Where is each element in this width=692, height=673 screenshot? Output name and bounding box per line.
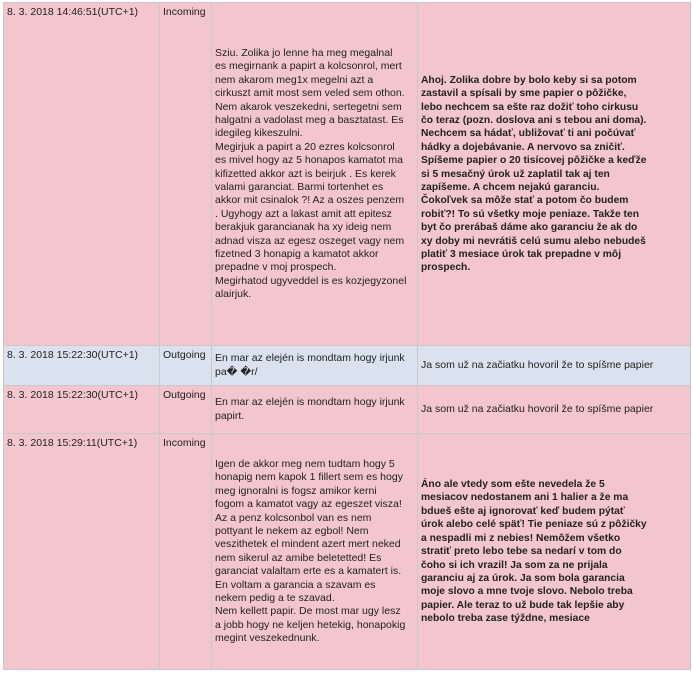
text-line: zastavil a spísali by sme papier o pôžičke, — [421, 88, 627, 100]
text-line: adnad visza az egesz oszeget vagy nem — [215, 234, 405, 247]
translation-cell — [418, 345, 691, 385]
text-line: pa� �r/ — [215, 365, 258, 378]
text-line: hádky a dojebávanie. A nervovo sa zničiť. — [421, 141, 625, 153]
timestamp-cell: 8. 3. 2018 14:46:51(UTC+1) — [4, 3, 160, 346]
text-line: megint veszekednunk. — [215, 632, 320, 645]
timestamp-cell: 8. 3. 2018 15:29:11(UTC+1) — [4, 433, 160, 669]
text-line: úrok alebo celé späť! Tie peniaze sú z pôžičky — [421, 519, 647, 531]
text-line: nebolo treba zase týždne, mesiace — [421, 613, 590, 625]
text-line: byt čo prerábaš dáme ako garanciu že ak do — [421, 222, 638, 234]
message-table — [3, 2, 691, 670]
text-line: Megirjuk a papirt a 20 ezres kolcsonrol — [215, 140, 395, 153]
text-line: moje slovo a mne tvoje slovo. Nebolo treba — [421, 586, 633, 598]
text-line: berakjuk garancianak ha xy ideig nem — [215, 221, 392, 234]
original-message-cell — [212, 345, 418, 385]
original-message-cell — [212, 385, 418, 433]
text-line: es megirnank a papirt a kolcsonrol, mert — [215, 60, 402, 73]
timestamp-cell: 8. 3. 2018 15:22:30(UTC+1) — [4, 345, 160, 385]
text-line: Nem akarok veszekedni, sertegetni sem — [215, 100, 402, 113]
translation-cell — [418, 433, 691, 669]
text-line: papier. Ale teraz to už bude tak lepšie aby — [421, 599, 625, 611]
text-line: robiť?! To sú všetky moje peniaze. Takže ten — [421, 208, 639, 220]
text-line: . Ugyhogy azt a lakast amit att epitesz — [215, 207, 392, 220]
text-line: lebo nechcem sa ešte raz dožiť toho cirkusu — [421, 101, 639, 113]
translation-cell — [418, 385, 691, 433]
table-row — [4, 433, 691, 669]
text-line: fogom a kamatot vagy az egeszet visza! — [215, 498, 402, 511]
direction-cell: Outgoing — [160, 345, 212, 385]
text-line: Spíšeme papier o 20 tisícovej pôžičke a keďže — [421, 155, 647, 167]
text-line: si 5 mesačný úrok už zaplatil tak aj ten — [421, 168, 610, 180]
text-line: a nespadli mi z nebies! Nemôžem všetko — [421, 532, 621, 544]
text-line: prospech. — [421, 262, 471, 274]
text-line: bdueš ešte aj ignorovať keď budem pýtať — [421, 505, 625, 517]
text-line: stratiť preto lebo tebe sa nedarí v tom do — [421, 546, 622, 558]
text-line: En mar az elején is mondtam hogy irjunk — [215, 352, 405, 365]
text-line: En mar az elején is mondtam hogy irjunk — [215, 396, 405, 409]
text-line: Megirhatod ugyveddel is es kozjegyzonel — [215, 274, 407, 287]
text-line: es mivel hogy az 5 honapos kamatot ma — [215, 154, 403, 167]
text-line: a jobb hogy ne keljen hetekig, honapokig — [215, 618, 406, 631]
text-line: meg ignoralni is fogsz amikor kerni — [215, 484, 377, 497]
text-line: papirt. — [215, 409, 245, 422]
text-line: mesiacov nedostanem ani 1 halier a že ma — [421, 492, 629, 504]
text-line: čo teraz (pozn. doslova ani s tebou ani doma). — [421, 114, 647, 126]
text-line: Nechcem sa hádať, ubližovať ti ani počúvať — [421, 128, 636, 140]
text-line: kifizetted akkor azt is beirjuk . Es kerek — [215, 167, 396, 180]
translation-cell — [418, 3, 691, 346]
text-line: alairjuk. — [215, 288, 252, 301]
text-line: Az a penz kolcsonbol van es nem — [215, 511, 372, 524]
text-line: akkor mit csinalok ?! Az a oszes penzem — [215, 194, 405, 207]
text-line: garanciu aj za úrok. Ja som bola garancia — [421, 572, 625, 584]
text-line: valami garanciat. Barmi tortenhet es — [215, 180, 384, 193]
text-line: čoho si ich vrazil! Ja som za ne prijala — [421, 559, 608, 571]
text-line: garanciat valaltam erte es a kamatert is. — [215, 565, 402, 578]
text-line: honapig nem kapok 1 fillert sem es hogy — [215, 471, 403, 484]
direction-cell: Incoming — [160, 433, 212, 669]
text-line: prepadne v moj prospech. — [215, 261, 337, 274]
text-line: Ja som už na začiatku hovoril že to spíšme papier — [421, 402, 654, 415]
text-line: veszithetek el mindent azert mert neked — [215, 538, 401, 551]
timestamp-cell: 8. 3. 2018 15:22:30(UTC+1) — [4, 385, 160, 433]
table-row — [4, 385, 691, 433]
original-message-cell — [212, 3, 418, 346]
text-line: En voltam a garancia a szavam es — [215, 578, 376, 591]
text-line: fizetned 3 honapig a kamatot akkor — [215, 247, 379, 260]
text-line: platiť 3 mesiace úrok tak prepadne v môj — [421, 248, 622, 260]
text-line: pottyant le nekem az egbol! Nem — [215, 524, 369, 537]
text-line: nem akarom meg1x megelni azt a — [215, 73, 374, 86]
text-line: halgatni a vadolast meg a basztatast. Es — [215, 113, 404, 126]
table-row — [4, 345, 691, 385]
direction-cell: Outgoing — [160, 385, 212, 433]
text-line: Sziu. Zolika jo lenne ha meg megalnal — [215, 46, 393, 59]
text-line: nekem pedig a te szavad. — [215, 592, 335, 605]
text-line: Ja som už na začiatku hovoril že to spíšme papier — [421, 358, 654, 371]
text-line: Ahoj. Zolika dobre by bolo keby si sa potom — [421, 74, 637, 86]
text-line: cirkuszt amit most sem veled sem othon. — [215, 87, 405, 100]
text-line: Áno ale vtedy som ešte nevedela že 5 — [421, 479, 605, 491]
text-line: Čokoľvek sa môže stať a potom čo budem — [421, 195, 629, 207]
direction-cell: Incoming — [160, 3, 212, 346]
text-line: zapíšeme. A chcem nejakú garanciu. — [421, 181, 600, 193]
table-row — [4, 3, 691, 346]
text-line: nem sikerul az amibe beletetted! Es — [215, 551, 382, 564]
text-line: xy doby mi nevrátiš celú sumu alebo nebudeš — [421, 235, 646, 247]
text-line: Igen de akkor meg nem tudtam hogy 5 — [215, 457, 395, 470]
text-line: Nem kellett papir. De most mar ugy lesz — [215, 605, 401, 618]
original-message-cell — [212, 433, 418, 669]
text-line: idegileg kikeszulni. — [215, 127, 303, 140]
